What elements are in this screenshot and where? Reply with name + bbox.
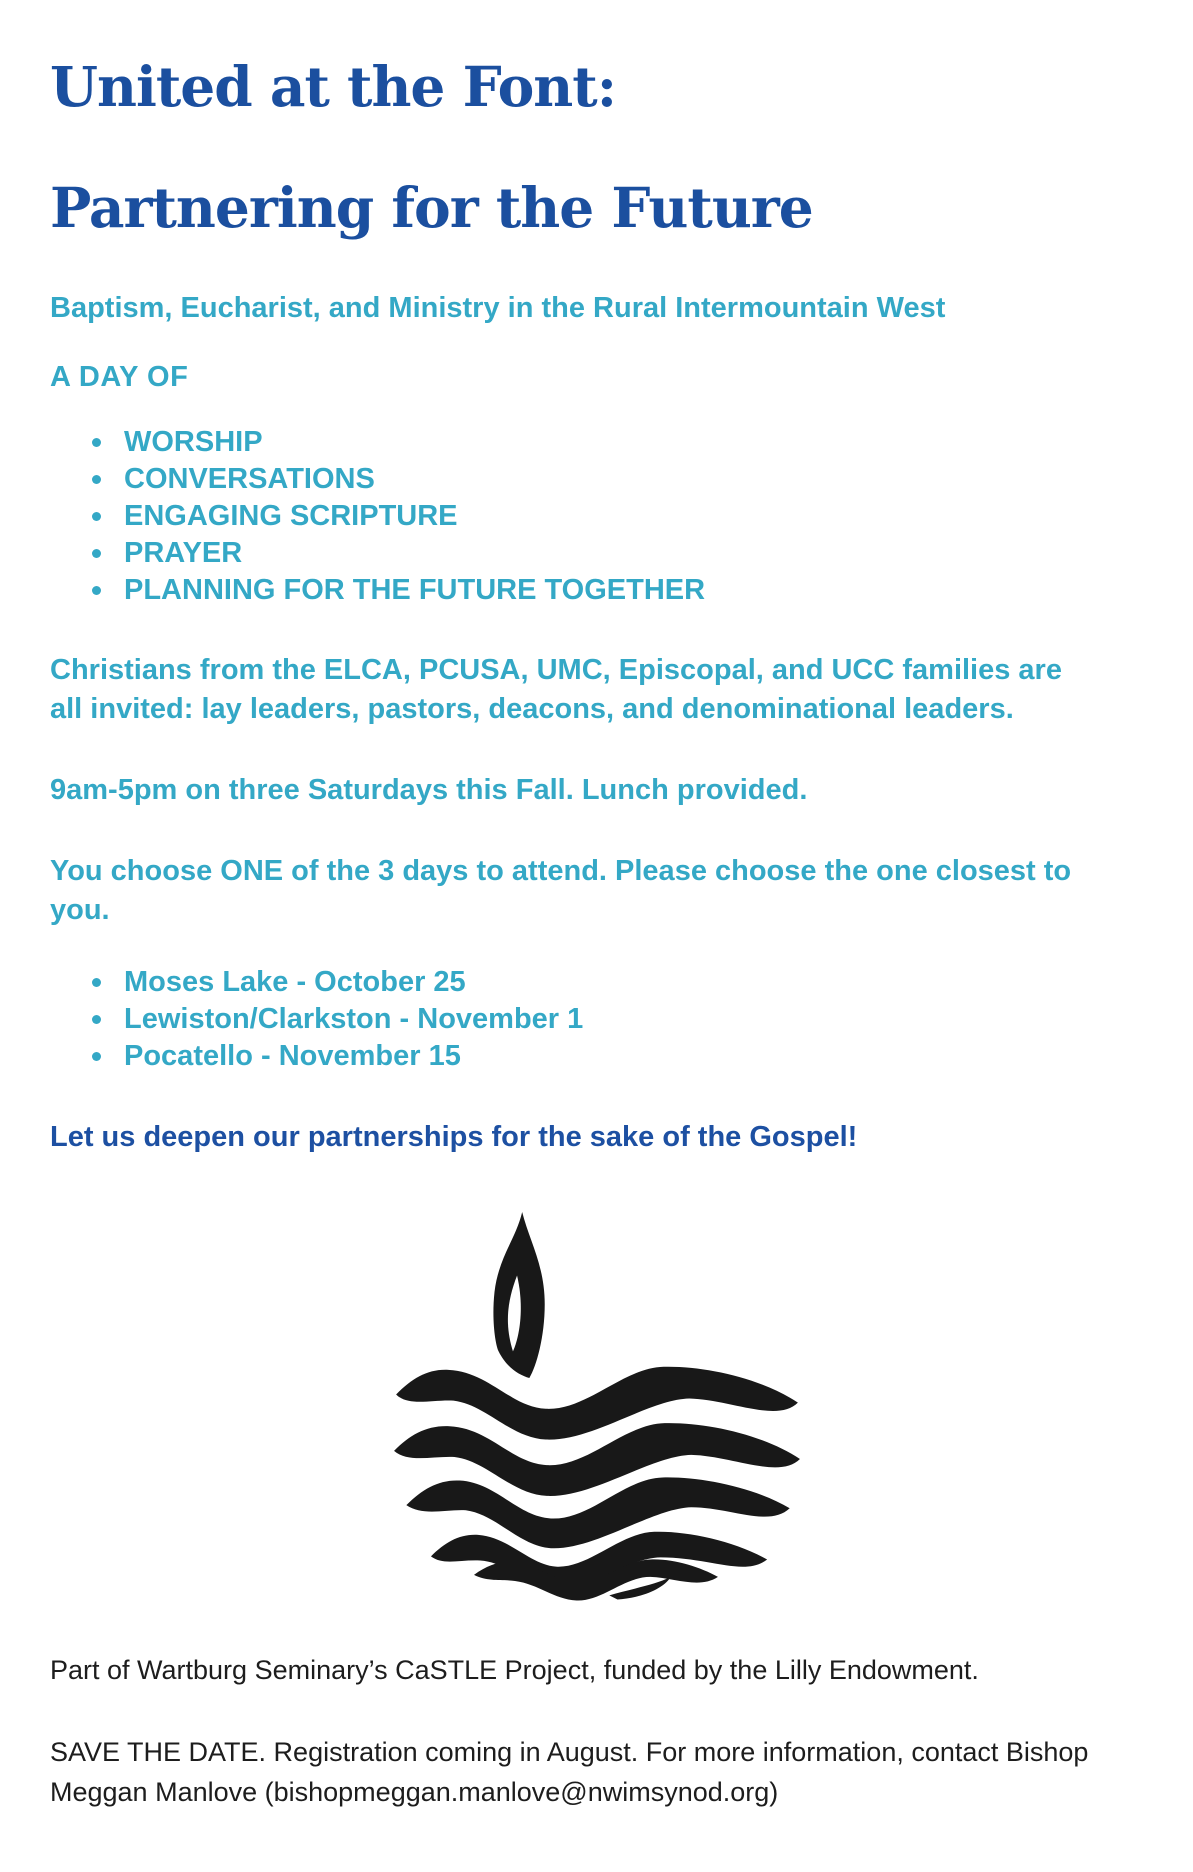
page-title-line-2: Partnering for the Future <box>50 175 813 240</box>
bullet-dot-icon <box>92 475 101 484</box>
list-item <box>92 461 1143 498</box>
choose-paragraph: You choose ONE of the 3 days to attend. Please choose the one closest to you. <box>50 855 1072 926</box>
gospel-line: Let us deepen our partnerships for the sake of the Gospel! <box>50 1121 858 1153</box>
footer-save-the-date-line: SAVE THE DATE. Registration coming in August. For more information, contact Bishop Meggan Manlove (bishopmeggan.manlove@nwimsynod.org) <box>50 1736 1089 1807</box>
list-item <box>92 1038 1143 1075</box>
bullet-dot-icon <box>92 978 101 987</box>
schedule-paragraph: 9am-5pm on three Saturdays this Fall. Lunch provided. <box>50 774 808 806</box>
invite-paragraph: Christians from the ELCA, PCUSA, UMC, Episcopal, and UCC families are all invited: lay leaders, pastors, deacons, and denominational leaders. <box>50 654 1062 725</box>
list-item-label: PRAYER <box>124 537 243 569</box>
list-item-label: PLANNING FOR THE FUTURE TOGETHER <box>124 574 706 606</box>
bullet-dot-icon <box>92 549 101 558</box>
list-item-label: ENGAGING SCRIPTURE <box>124 500 458 532</box>
bullet-dot-icon <box>92 438 101 447</box>
list-item-label: Pocatello - November 15 <box>124 1040 461 1072</box>
list-item-label: Moses Lake - October 25 <box>124 966 466 998</box>
bullet-dot-icon <box>92 1052 101 1061</box>
list-item-label: Lewiston/Clarkston - November 1 <box>124 1003 584 1035</box>
list-item <box>92 964 1143 1001</box>
flame-over-water-icon <box>392 1212 802 1602</box>
day-of-list <box>50 424 1143 609</box>
bullet-dot-icon <box>92 512 101 521</box>
subtitle: Baptism, Eucharist, and Ministry in the Rural Intermountain West <box>50 292 946 324</box>
list-item-label: CONVERSATIONS <box>124 463 375 495</box>
locations-list <box>50 964 1143 1075</box>
footer-castle-line: Part of Wartburg Seminary’s CaSTLE Project, funded by the Lilly Endowment. <box>50 1654 979 1685</box>
list-item <box>92 535 1143 572</box>
list-item <box>92 572 1143 609</box>
list-item <box>92 424 1143 461</box>
bullet-dot-icon <box>92 586 101 595</box>
day-of-heading: A DAY OF <box>50 361 189 393</box>
page-title-line-1: United at the Font: <box>50 54 616 119</box>
bullet-dot-icon <box>92 1015 101 1024</box>
list-item-label: WORSHIP <box>124 426 263 458</box>
list-item <box>92 1001 1143 1038</box>
list-item <box>92 498 1143 535</box>
